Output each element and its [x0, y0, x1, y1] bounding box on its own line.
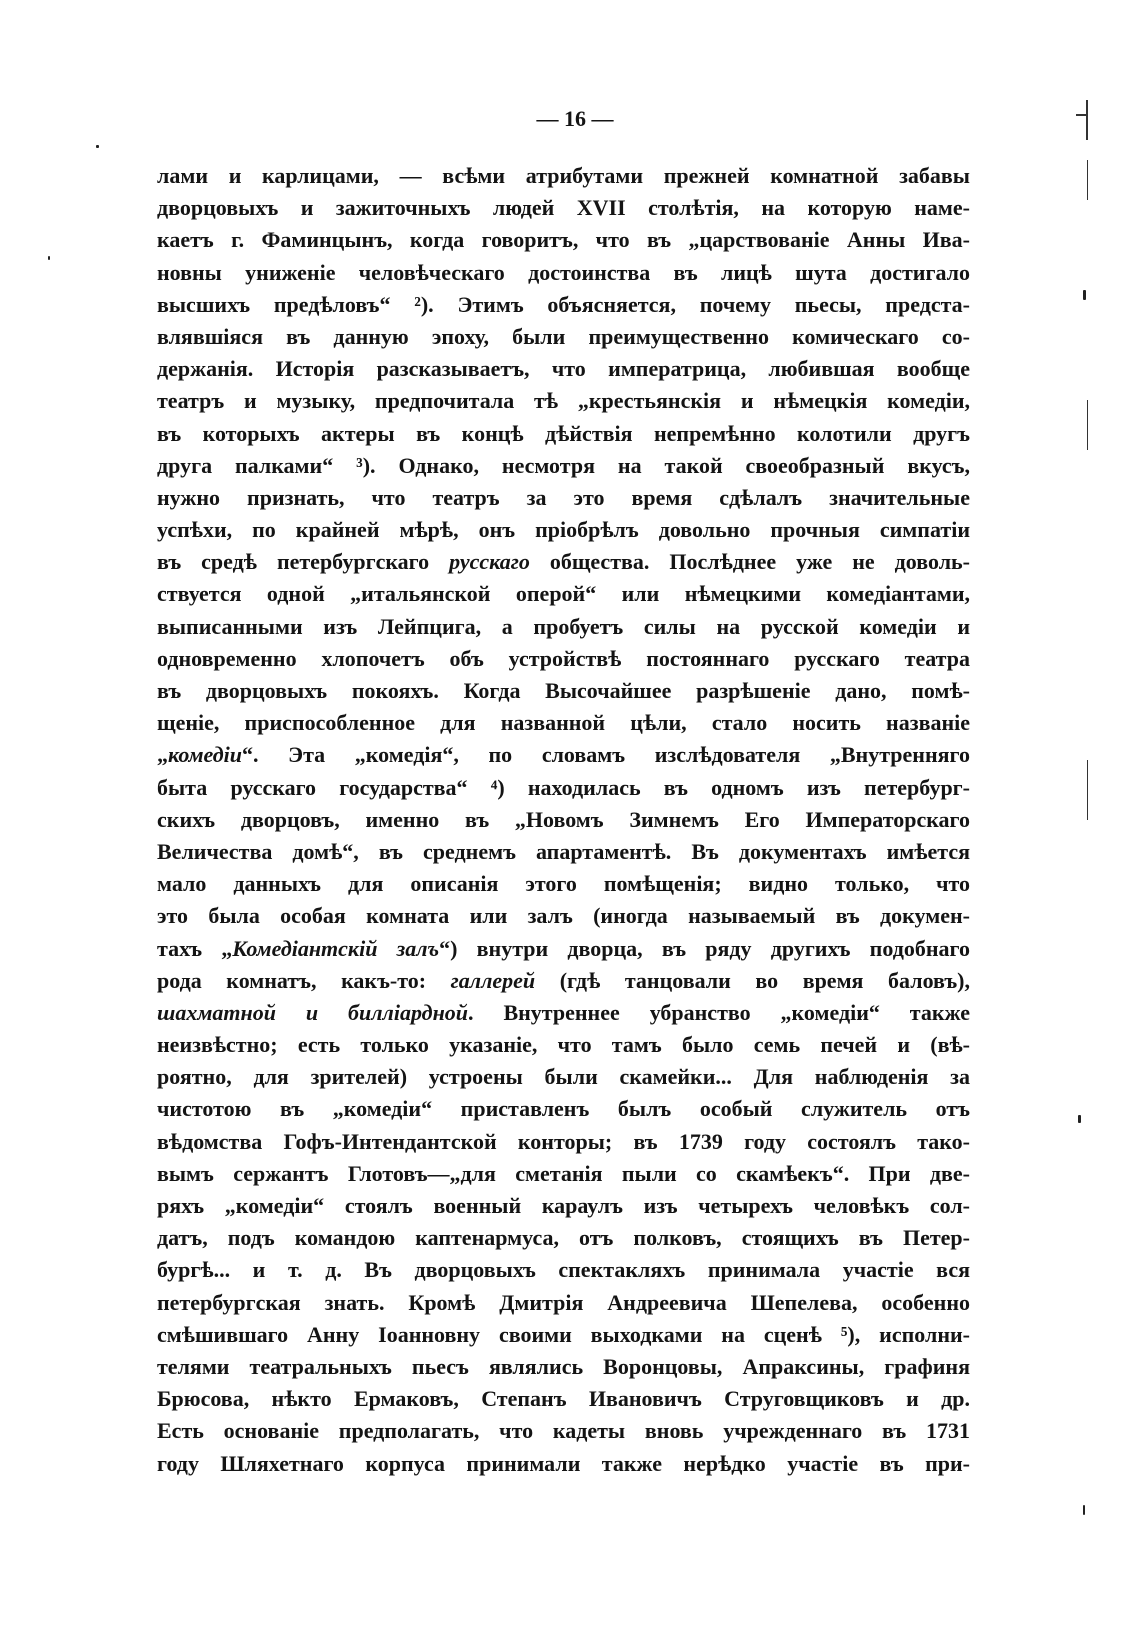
- text-line: Есть основаніе предполагать, что кадеты вновь учрежденнаго въ 1731: [157, 1418, 970, 1444]
- scan-edge-mark: [1086, 100, 1088, 140]
- italic-phrase: комедіи: [168, 742, 243, 768]
- text-line: [157, 965, 970, 997]
- text-line: высшихъ предѣловъ“ ²). Этимъ объясняется, почему пьесы, предста-: [157, 291, 970, 317]
- page-number: — 16 —: [536, 106, 614, 131]
- text-line: вымъ сержантъ Глотовъ—„для сметанія пыли со скамѣекъ“. При две-: [157, 1160, 970, 1186]
- scan-speck: [48, 256, 50, 260]
- text-segment: “) внутри дворца, въ ряду другихъ подобнаго: [439, 935, 970, 961]
- text-line: Брюсова, нѣкто Ермаковъ, Степанъ Ивановичъ Струговщиковъ и др.: [157, 1386, 970, 1412]
- text-line: [157, 546, 970, 578]
- scan-speck: [1083, 290, 1086, 300]
- text-line: быта русскаго государства“ ⁴) находилась въ одномъ изъ петербург-: [157, 774, 970, 800]
- text-line: [157, 933, 970, 965]
- text-line: въ которыхъ актеры въ концѣ дѣйствія непремѣнно колотили другъ: [157, 420, 970, 446]
- italic-phrase: галлерей: [450, 967, 536, 993]
- text-segment: тахъ „: [157, 935, 233, 961]
- text-line: это была особая комната или залъ (иногда называемый въ докумен-: [157, 903, 970, 929]
- text-segment: общества. Послѣднее уже не доволь-: [529, 549, 970, 575]
- text-segment: рода комнатъ, какъ-то:: [157, 967, 451, 993]
- text-line: датъ, подъ командою каптенармуса, отъ полковъ, стоящихъ въ Петер-: [157, 1225, 970, 1251]
- text-line: театръ и музыку, предпочитала тѣ „крестьянскія и нѣмецкія комедіи,: [157, 388, 970, 414]
- scan-speck: [1078, 1115, 1081, 1123]
- italic-phrase: русскаго: [449, 549, 530, 575]
- text-line: щеніе, приспособленное для названной цѣли, стало носить названіе: [157, 710, 970, 736]
- text-line: въ дворцовыхъ покояхъ. Когда Высочайшее разрѣшеніе дано, помѣ-: [157, 678, 970, 703]
- text-line: влявшіяся въ данную эпоху, были преимущественно комическаго со-: [157, 323, 970, 349]
- body-text: [157, 160, 970, 1480]
- text-line: смѣшившаго Анну Іоанновну своими выходками на сценѣ ⁵), исполни-: [157, 1321, 970, 1347]
- text-segment: (гдѣ танцовали во время баловъ),: [535, 967, 970, 993]
- text-line: телями театральныхъ пьесъ являлись Воронцовы, Апраксины, графиня: [157, 1353, 970, 1379]
- scan-edge-line: [1087, 760, 1088, 820]
- text-line: [157, 739, 970, 771]
- text-line: ствуется одной „итальянской оперой“ или нѣмецкими комедіантами,: [157, 581, 970, 607]
- scan-speck: [1083, 1505, 1085, 1515]
- text-line: выписанными изъ Лейпцига, а пробуетъ силы на русской комедіи и: [157, 613, 970, 639]
- scan-edge-mark: [1076, 114, 1088, 116]
- text-line: Величества домѣ“, въ среднемъ апартаментѣ. Въ документахъ имѣется: [157, 838, 970, 864]
- text-line: петербургская знать. Кромѣ Дмитрія Андреевича Шепелева, особенно: [157, 1289, 970, 1315]
- text-segment: . Внутреннее убранство „комедіи“ также: [468, 999, 970, 1025]
- text-line: ряхъ „комедіи“ стоялъ военный караулъ изъ четырехъ человѣкъ сол-: [157, 1193, 970, 1218]
- text-segment: “. Эта „комедія“, по словамъ изслѣдователя „Внутренняго: [242, 742, 970, 768]
- text-line: чистотою въ „комедіи“ приставленъ былъ особый служитель отъ: [157, 1096, 970, 1122]
- scan-edge-line: [1087, 400, 1088, 450]
- text-line: держанія. Исторія разсказываетъ, что императрица, любившая вообще: [157, 356, 970, 382]
- text-line: одновременно хлопочетъ объ устройствѣ постояннаго русскаго театра: [157, 645, 970, 671]
- text-line: [157, 997, 970, 1029]
- italic-phrase: шахматной и билліардной: [157, 999, 469, 1025]
- text-line: году Шляхетнаго корпуса принимали также нерѣдко участіе въ при-: [157, 1450, 970, 1476]
- text-line: дворцовыхъ и зажиточныхъ людей XVII столѣтія, на которую наме-: [157, 195, 970, 221]
- text-segment: въ средѣ петербургскаго: [157, 549, 450, 575]
- text-line: лами и карлицами, — всѣми атрибутами прежней комнатной забавы: [157, 163, 970, 188]
- text-line: каетъ г. Фаминцынъ, когда говоритъ, что въ „царствованіе Анны Ива-: [157, 227, 970, 253]
- italic-phrase: Комедіантскій залъ: [232, 935, 440, 961]
- text-line: успѣхи, по крайней мѣрѣ, онъ пріобрѣлъ довольно прочныя симпатіи: [157, 517, 970, 543]
- scan-speck: [96, 145, 99, 148]
- scan-edge-line: [1087, 160, 1088, 200]
- text-line: новны униженіе человѣческаго достоинства въ лицѣ шута достигало: [157, 259, 970, 285]
- text-line: роятно, для зрителей) устроены были скамейки... Для наблюденія за: [157, 1064, 970, 1090]
- text-line: неизвѣстно; есть только указаніе, что тамъ было семь печей и (вѣ-: [157, 1032, 970, 1058]
- text-line: мало данныхъ для описанія этого помѣщенія; видно только, что: [157, 871, 970, 897]
- text-line: бургѣ... и т. д. Въ дворцовыхъ спектакляхъ принимала участіе вся: [157, 1257, 970, 1283]
- text-line: вѣдомства Гофъ-Интендантской конторы; въ 1739 году состоялъ тако-: [157, 1128, 970, 1154]
- text-line: скихъ дворцовъ, именно въ „Новомъ Зимнемъ Его Императорскаго: [157, 806, 970, 832]
- text-line: нужно признать, что театръ за это время сдѣлалъ значительные: [157, 484, 970, 510]
- text-segment: „: [157, 742, 168, 768]
- text-line: друга палками“ ³). Однако, несмотря на такой своеобразный вкусъ,: [157, 452, 970, 478]
